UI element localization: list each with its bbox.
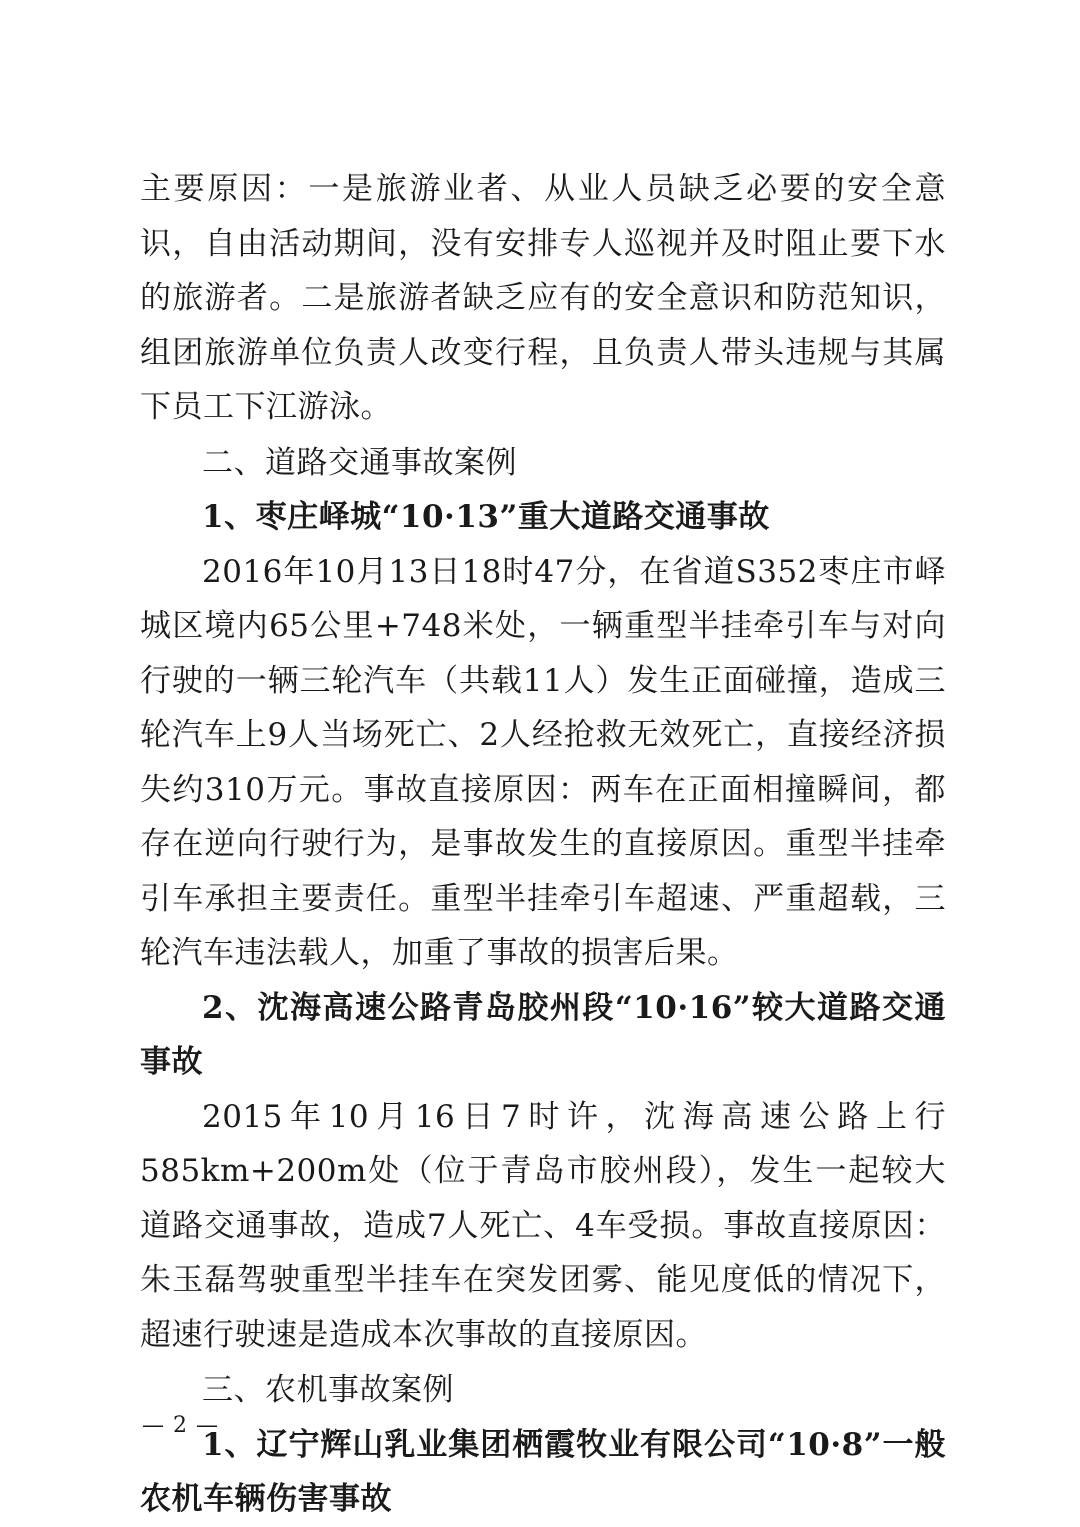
section-heading-agricultural-machinery: 三、农机事故案例 (202, 1372, 454, 1408)
page-number: — 2 — (142, 1413, 219, 1438)
paragraph-zaozhuang-case: 2016年10月13日18时47分，在省道S352枣庄市峄城区境内65公里+748米处，一辆重型半挂牵引车与对向行驶的一辆三轮汽车（共载11人）发生正面碰撞，造成三轮汽车上9人当场死亡、2人经抢救无效死亡，直接经济损失约310万元。事故直接原因：两车在正面相撞瞬间，都存在逆向行驶行为，是事故发生的直接原因。重型半挂牵引车承担主要责任。重型半挂牵引车超速、严重超载，三轮汽车违法载人，加重了事故的损害后果。 (140, 553, 946, 971)
section-heading-road-traffic: 二、道路交通事故案例 (202, 444, 517, 481)
case-title-shenhai-expressway: 2、沈海高速公路青岛胶州段“10·16”较大道路交通事故 (140, 989, 946, 1080)
paragraph-shenhai-case: 2015年10月16日7时许，沈海高速公路上行585km+200m处（位于青岛市胶州段），发生一起较大道路交通事故，造成7人死亡、4车受损。事故直接原因：朱玉磊驾驶重型半挂车在突发团雾、能见度低的情况下，超速行驶速是造成本次事故的直接原因。 (140, 1098, 946, 1353)
case-title-zaozhuang: 1、枣庄峄城“10·13”重大道路交通事故 (202, 499, 770, 535)
case-title-liaoning-huishan: 1、辽宁辉山乳业集团栖霞牧业有限公司“10·8”一般农机车辆伤害事故 (140, 1426, 946, 1517)
paragraph-main-cause: 主要原因：一是旅游业者、从业人员缺乏必要的安全意识，自由活动期间，没有安排专人巡视并及时阻止要下水的旅游者。二是旅游者缺乏应有的安全意识和防范知识，组团旅游单位负责人改变行程，且负责人带头违规与其属下员工下江游泳。 (140, 171, 946, 425)
document-body (140, 162, 946, 1527)
